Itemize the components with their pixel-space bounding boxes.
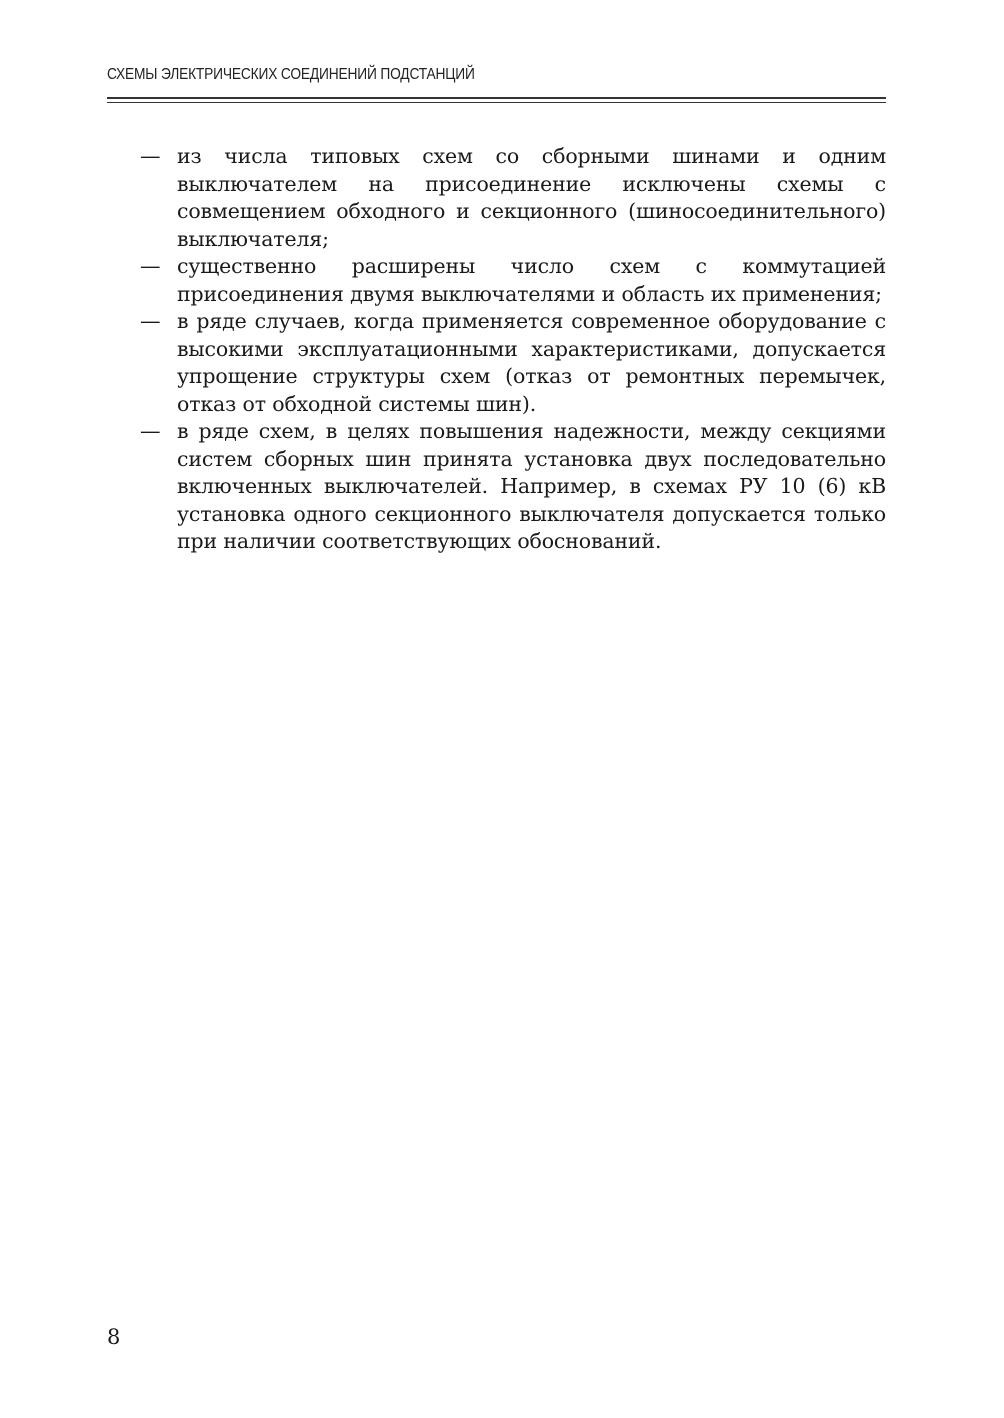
list-item [107, 418, 886, 556]
dash-marker: — [140, 254, 161, 278]
list-item-text: в ряде схем, в целях повышения надежности, между секциями систем сборных шин принята установка двух последовательно включенных выключателей. Например, в схемах РУ 10 (6) кВ установка одного секционного выключателя допускается только при наличии соответствующих обоснований. [177, 419, 886, 553]
dash-marker: — [140, 309, 161, 333]
list-item-text: в ряде случаев, когда применяется современное оборудование с высокими эксплуатационными характеристиками, допускается упрощение структуры схем (отказ от ремонтных перемычек, отказ от обходной системы шин). [177, 309, 886, 416]
page-number: 8 [107, 1325, 121, 1349]
dash-marker: — [140, 419, 161, 443]
header-rule-thin [107, 102, 886, 103]
page-body [107, 143, 886, 556]
list-item [107, 308, 886, 418]
running-head: СХЕМЫ ЭЛЕКТРИЧЕСКИХ СОЕДИНЕНИЙ ПОДСТАНЦИЙ [107, 66, 475, 83]
list-item-text: существенно расширены число схем с коммутацией присоединения двумя выключателями и область их применения; [177, 254, 886, 306]
list-item-text: из числа типовых схем со сборными шинами и одним выключателем на присоединение исключены схемы с совмещением обходного и секционного (шиносоединительного) выключателя; [177, 144, 886, 251]
list-item [107, 253, 886, 308]
bullet-list [107, 143, 886, 556]
header-rule-thick [107, 97, 886, 99]
list-item [107, 143, 886, 253]
dash-marker: — [140, 144, 161, 168]
